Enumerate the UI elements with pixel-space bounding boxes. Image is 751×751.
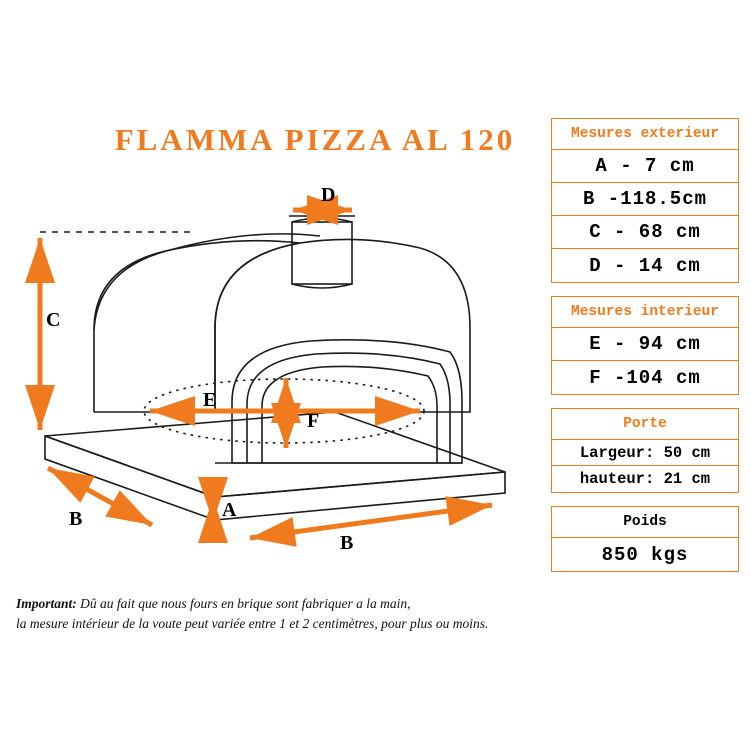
page-title: FLAMMA PIZZA AL 120 bbox=[114, 122, 516, 157]
dimension-arrow-b-left bbox=[48, 468, 152, 525]
table-row: A - 7 cm bbox=[552, 150, 738, 183]
table-row: D - 14 cm bbox=[589, 254, 701, 277]
table-row: B -118.5cm bbox=[552, 183, 738, 216]
table-mesures-exterieur bbox=[551, 118, 739, 283]
table-porte bbox=[551, 408, 739, 493]
table-header: Mesures exterieur bbox=[552, 119, 738, 150]
label-e: E bbox=[203, 389, 217, 411]
note-line1: Dû au fait que nous fours en brique sont fabriquer a la main, bbox=[76, 596, 411, 611]
oven-body-outline bbox=[45, 216, 505, 520]
table-header: Mesures interieur bbox=[552, 297, 738, 328]
note-strong: Important: bbox=[16, 596, 77, 611]
dimension-arrow-b-front bbox=[250, 505, 492, 538]
table-row: Largeur: 50 cm bbox=[552, 440, 738, 466]
important-note bbox=[16, 594, 546, 635]
table-row: hauteur: 21 cm bbox=[579, 470, 711, 488]
label-b-left: B bbox=[69, 508, 83, 530]
note-line2: la mesure intérieur de la voute peut variée entre 1 et 2 centimètres, pour plus ou moins. bbox=[16, 616, 489, 632]
table-row: F -104 cm bbox=[589, 366, 701, 389]
label-d: D bbox=[321, 184, 336, 206]
label-c: C bbox=[46, 309, 61, 331]
label-b-bottom: B bbox=[340, 532, 354, 554]
table-row: C - 68 cm bbox=[552, 216, 738, 249]
table-poids bbox=[551, 506, 739, 572]
label-f: F bbox=[307, 410, 320, 432]
table-mesures-interieur bbox=[551, 296, 739, 395]
table-header: Poids bbox=[552, 507, 738, 538]
measurement-tables bbox=[551, 118, 739, 585]
table-header: Porte bbox=[552, 409, 738, 440]
table-row: 850 kgs bbox=[601, 543, 689, 566]
table-row: E - 94 cm bbox=[552, 328, 738, 361]
label-a: A bbox=[222, 499, 237, 521]
